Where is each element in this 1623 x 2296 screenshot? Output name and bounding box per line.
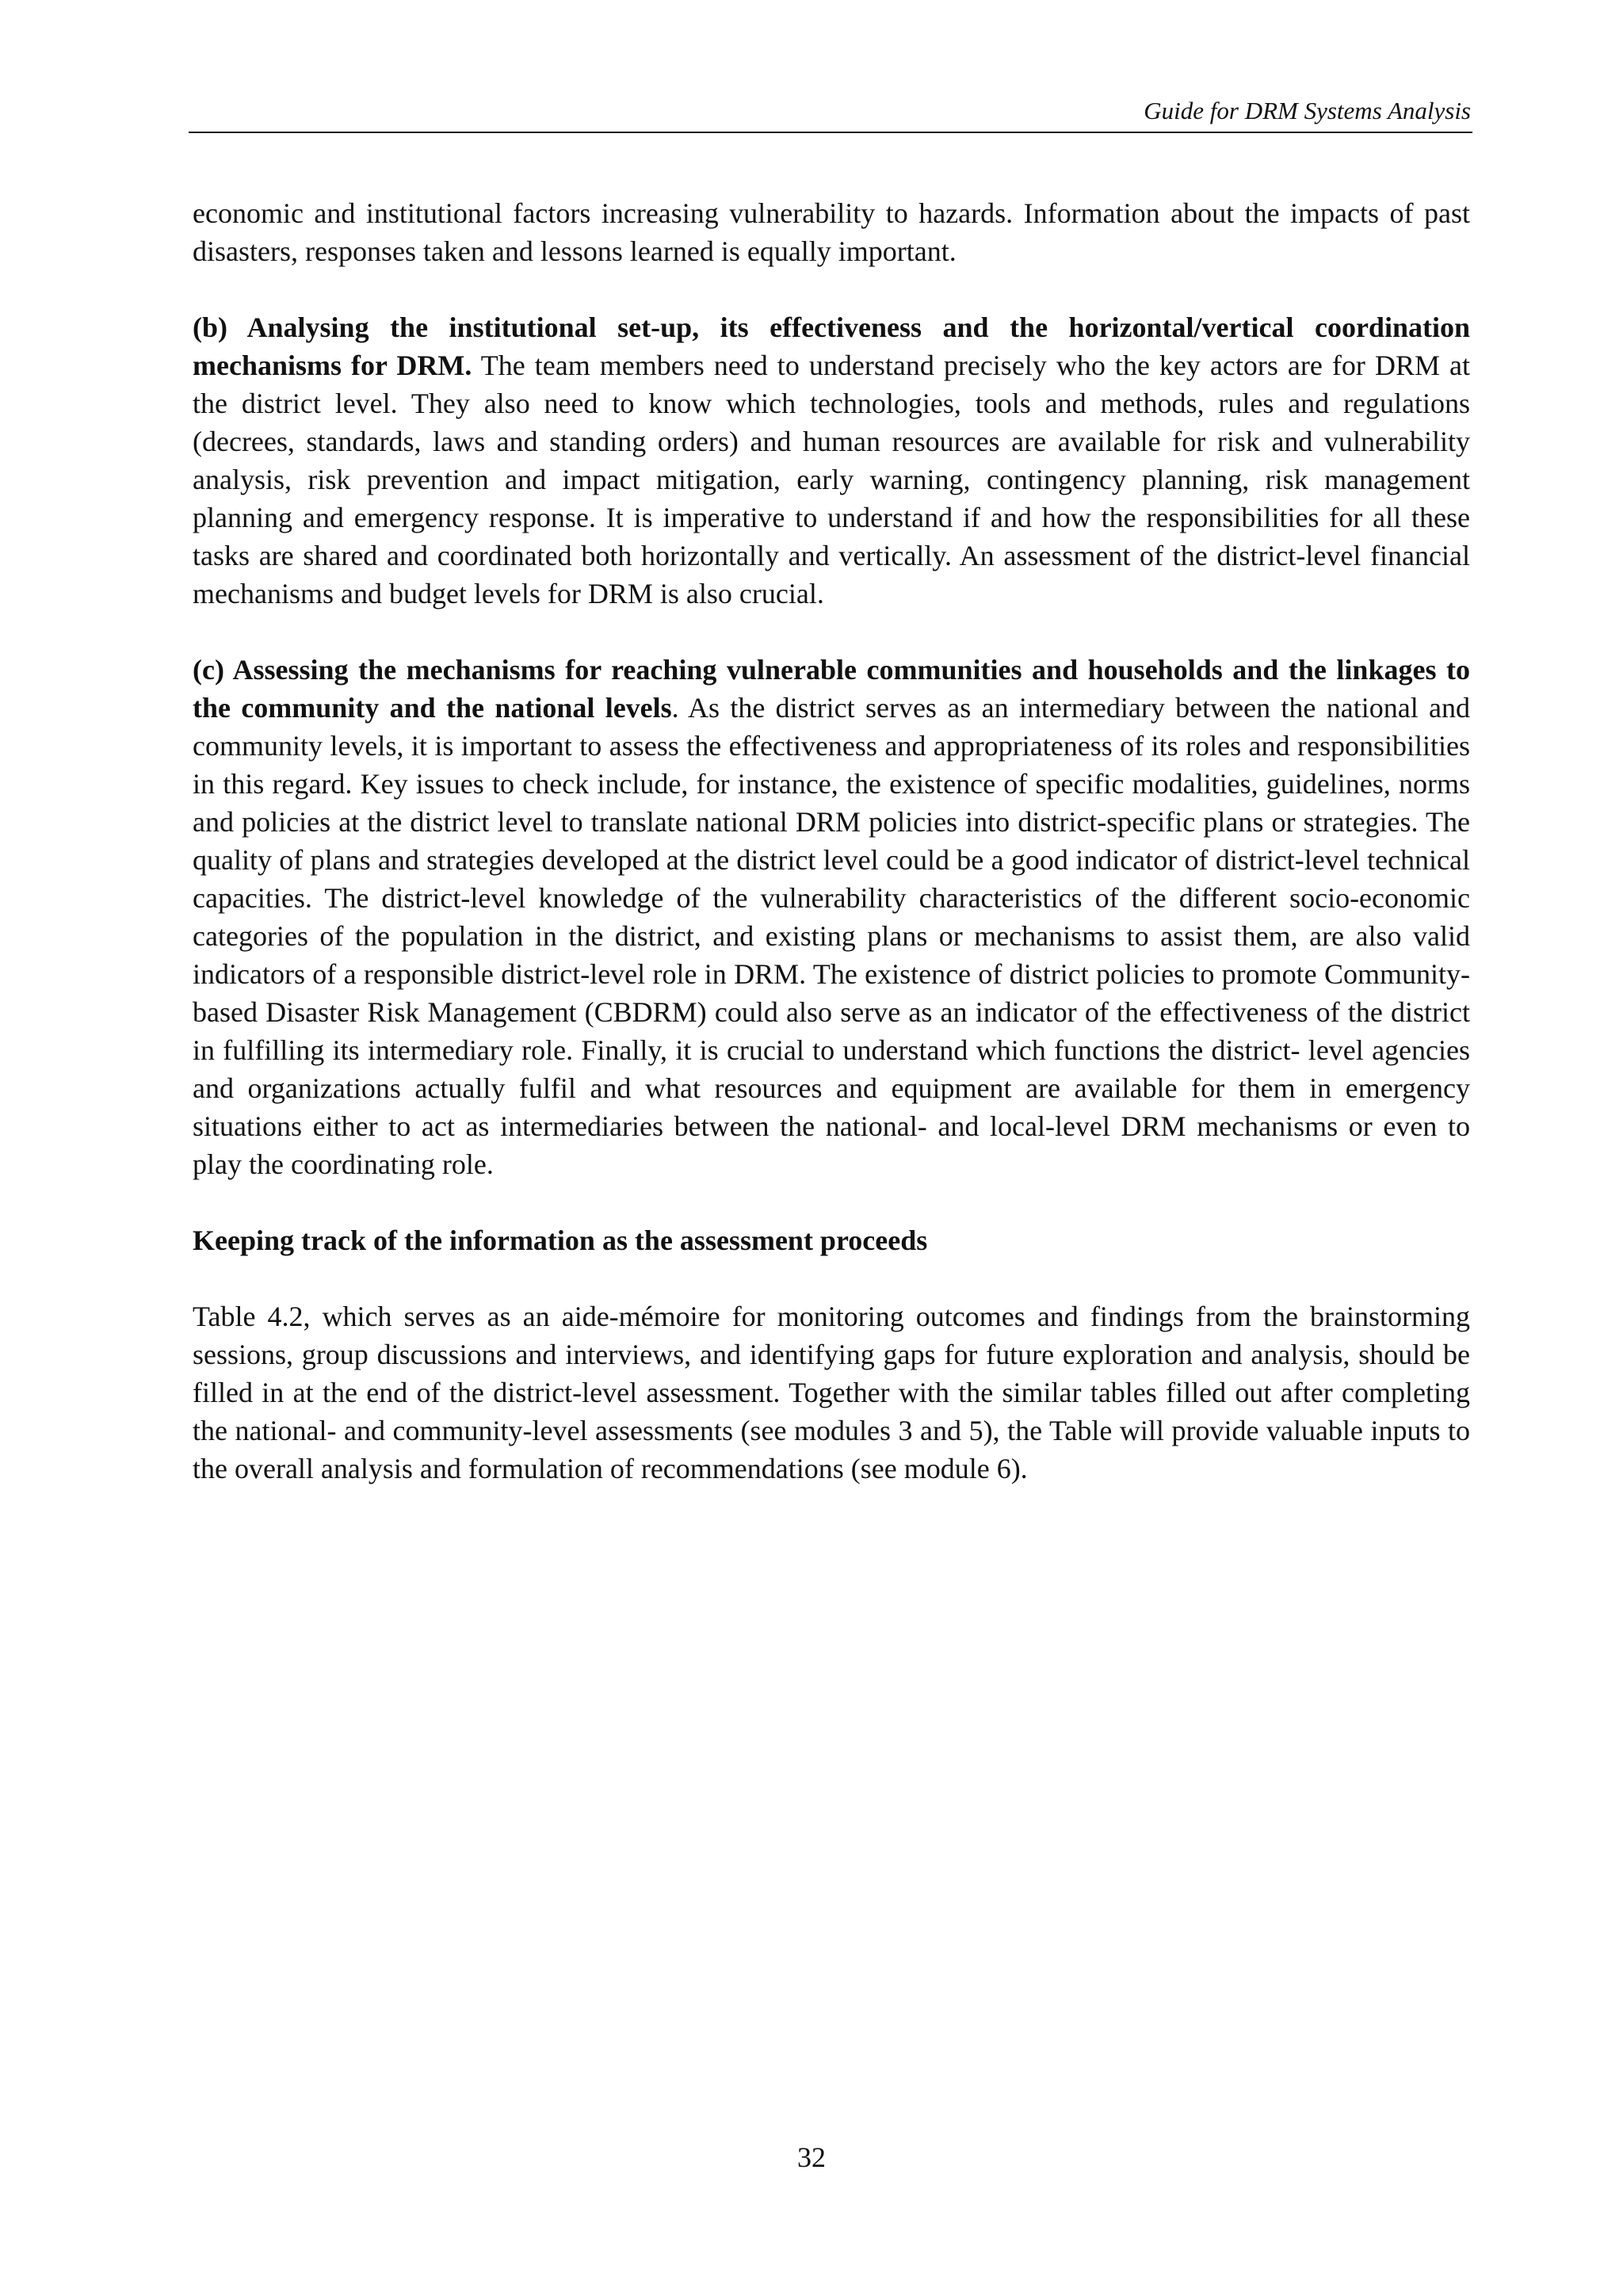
page-content <box>193 194 1470 1526</box>
paragraph-reaching-communities-lead: (c) Assessing the mechanisms for reaching vulnerable communities and households and the linkages to the community and the national levels <box>193 654 1470 724</box>
paragraph-intro: economic and institutional factors increasing vulnerability to hazards. Information about the impacts of past disasters, responses taken and lessons learned is equally important. <box>193 197 1470 267</box>
running-header <box>189 94 1472 133</box>
paragraph-institutional-setup-text: The team members need to understand precisely who the key actors are for DRM at the district level. They also need to know which technologies, tools and methods, rules and regulations (decrees, standards, laws and standing orders) and human resources are available for risk and vulnerability analysis, risk prevention and impact mitigation, early warning, contingency planning, risk management planning and emergency response. It is imperative to understand if and how the responsibilities for all these tasks are shared and coordinated both horizontally and vertically. An assessment of the district-level financial mechanisms and budget levels for DRM is also crucial. <box>193 350 1470 609</box>
paragraph-keeping-track: Table 4.2, which serves as an aide-mémoire for monitoring outcomes and findings from the brainstorming sessions, group discussions and interviews, and identifying gaps for future exploration and analysis, should be filled in at the end of the district-level assessment. Together with the similar tables filled out after completing the national- and community-level assessments (see modules 3 and 5), the Table will provide valuable inputs to the overall analysis and formulation of recommendations (see module 6). <box>193 1301 1470 1484</box>
paragraph-institutional-setup <box>193 308 1470 613</box>
paragraph-institutional-setup-lead: (b) Analysing the institutional set-up, its effectiveness and the horizontal/vertical coordination mechanisms for DRM. <box>193 311 1470 381</box>
page-number: 32 <box>797 2141 826 2173</box>
paragraph-reaching-communities <box>193 651 1470 1183</box>
running-header-title: Guide for DRM Systems Analysis <box>1144 97 1471 124</box>
section-heading: Keeping track of the information as the assessment proceeds <box>193 1224 928 1256</box>
paragraph-reaching-communities-text: . As the district serves as an intermediary between the national and community levels, it is important to assess the effectiveness and appropriateness of its roles and responsibilities in this regard. Key issues to check include, for instance, the existence of specific modalities, guidelines, norms and policies at the district level to translate national DRM policies into district-specific plans or strategies. The quality of plans and strategies developed at the district level could be a good indicator of district-level technical capacities. The district-level knowledge of the vulnerability characteristics of the different socio-economic categories of the population in the district, and existing plans or mechanisms to assist them, are also valid indicators of a responsible district-level role in DRM. The existence of district policies to promote Community-based Disaster Risk Management (CBDRM) could also serve as an indicator of the effectiveness of the district in fulfilling its intermediary role. Finally, it is crucial to understand which functions the district- level agencies and organizations actually fulfil and what resources and equipment are available for them in emergency situations either to act as intermediaries between the national- and local-level DRM mechanisms or even to play the coordinating role. <box>193 692 1470 1180</box>
